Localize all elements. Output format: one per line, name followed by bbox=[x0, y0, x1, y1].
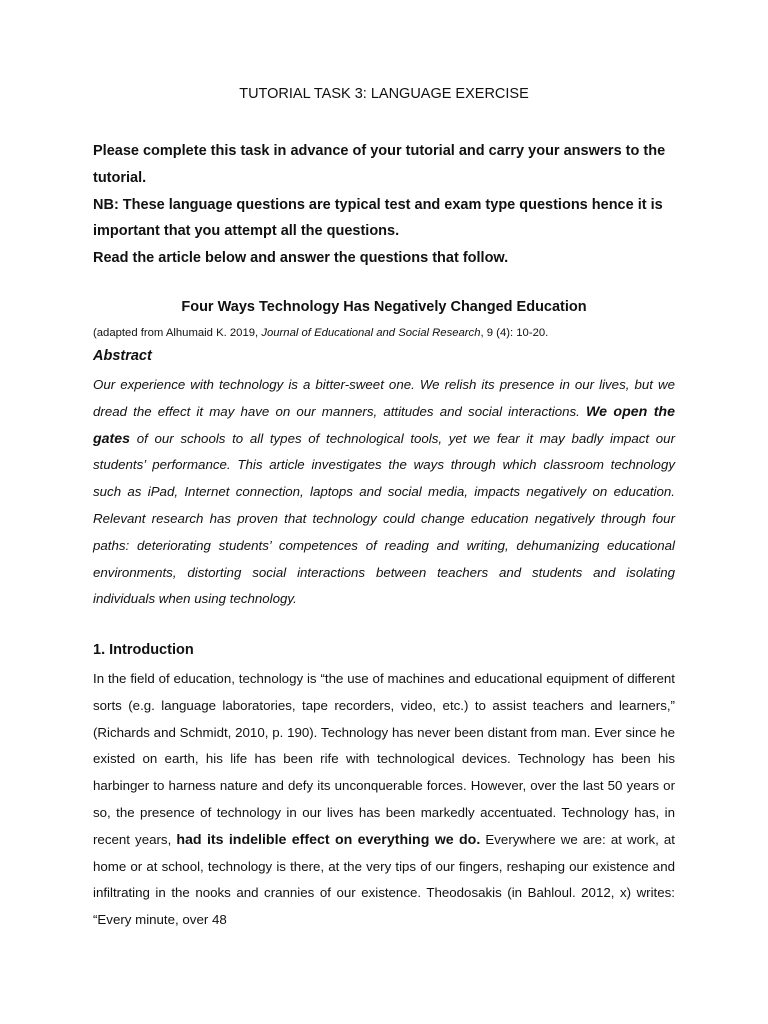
source-prefix: (adapted from Alhumaid K. 2019, bbox=[93, 327, 262, 339]
instructions-block bbox=[93, 138, 683, 272]
instruction-complete-task: Please complete this task in advance of your tutorial and carry your answers to the tutorial. bbox=[93, 143, 666, 186]
introduction-text-part2: Everywhere we are: at work, at home or at school, technology is there, at the very tips of our fingers, reshaping our existence and infiltrating in the nooks and crannies of our existence. Theodosakis (in Bahloul. 2012, x) writes: “Every minute, over 48 bbox=[93, 831, 675, 928]
instruction-nb-note: NB: These language questions are typical test and exam type questions hence it is important that you attempt all the questions. bbox=[93, 196, 663, 240]
article-source-citation bbox=[93, 327, 683, 339]
introduction-paragraph bbox=[93, 666, 675, 934]
source-journal: Journal of Educational and Social Research bbox=[261, 327, 481, 339]
abstract-emphasis: We open the gates bbox=[93, 403, 675, 447]
introduction-text-part1: In the field of education, technology is “the use of machines and educational equipment of different sorts (e.g. language laboratories, tape recorders, video, etc.) to assist teachers and learners,” (Richards and Schmidt, 2010, p. 190). Technology has never been distant from man. Ever since he existed on earth, his life has been rife with technological devices. Technology has been his harbinger to harness nature and defy its unconquerable forces. However, over the last 50 years or so, the presence of technology in our lives has been markedly accentuated. Technology has, in recent years, bbox=[93, 671, 675, 847]
abstract-paragraph bbox=[93, 372, 675, 613]
introduction-heading: 1. Introduction bbox=[93, 642, 194, 658]
introduction-emphasis: had its indelible effect on everything we do. bbox=[176, 831, 481, 848]
article-title: Four Ways Technology Has Negatively Changed Education bbox=[181, 299, 587, 315]
document-title: TUTORIAL TASK 3: LANGUAGE EXERCISE bbox=[239, 86, 529, 102]
abstract-text-part2: of our schools to all types of technological tools, yet we fear it may badly impact our students’ performance. This article investigates the ways through which classroom technology such as iPad, Internet connection, laptops and social media, impacts negatively on education. Relevant research has proven that technology could change education negatively through four paths: deteriorating students’ competences of reading and writing, dehumanizing educational environments, distorting social interactions between teachers and students and isolating individuals when using technology. bbox=[93, 430, 675, 607]
instruction-read-article: Read the article below and answer the questions that follow. bbox=[93, 250, 509, 267]
abstract-heading: Abstract bbox=[93, 348, 152, 364]
abstract-text-part1: Our experience with technology is a bitter-sweet one. We relish its presence in our lives, but we dread the effect it may have on our manners, attitudes and social interactions. bbox=[93, 377, 675, 419]
source-suffix: , 9 (4): 10-20. bbox=[480, 327, 549, 339]
